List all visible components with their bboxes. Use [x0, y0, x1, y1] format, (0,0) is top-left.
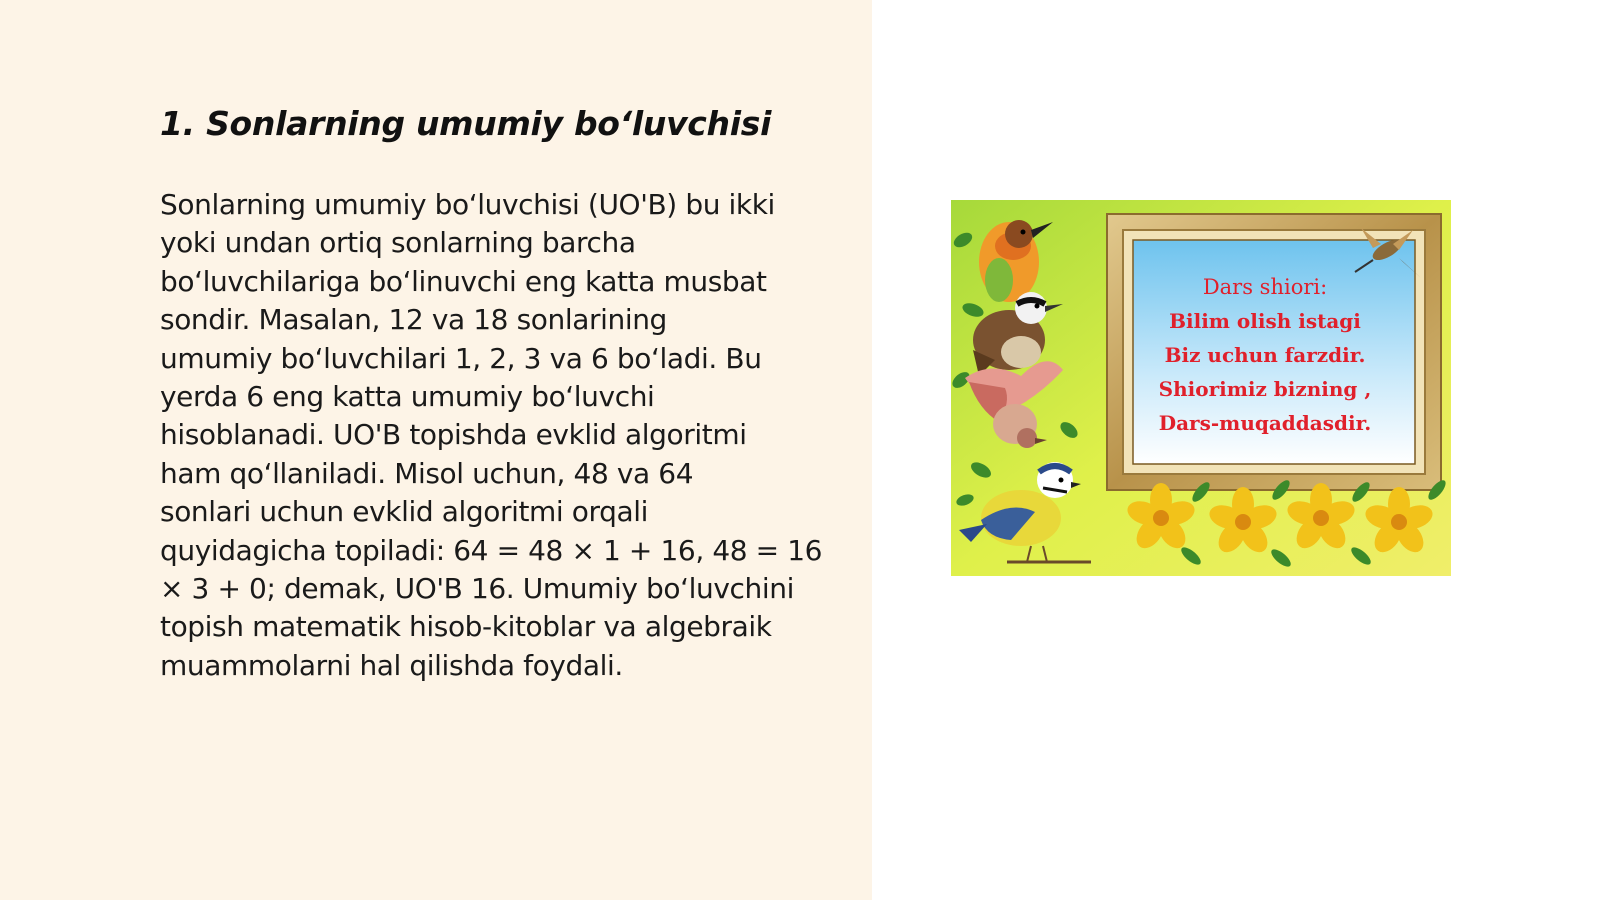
body-line: sondir. Masalan, 12 va 18 sonlarining: [160, 303, 667, 337]
body-line: ham qo‘llaniladi. Misol uchun, 48 va 64: [160, 456, 694, 490]
motto-line-3: Shiorimiz bizning ,: [1158, 377, 1372, 401]
slide-title: 1. Sonlarning umumiy bo‘luvchisi: [160, 104, 772, 143]
body-line: bo‘luvchilariga bo‘linuvchi eng katta musbat: [160, 264, 767, 298]
body-line: umumiy bo‘luvchilari 1, 2, 3 va 6 bo‘ladi. Bu: [160, 341, 762, 375]
motto-line-4: Dars-muqaddasdir.: [1158, 411, 1372, 435]
body-line: hisoblanadi. UO'B topishda evklid algoritmi: [160, 418, 747, 452]
lesson-motto-picture: [951, 200, 1451, 576]
slide-body-text: [160, 186, 850, 685]
motto-line-1: Bilim olish istagi: [1169, 309, 1361, 333]
body-line: sonlari uchun evklid algoritmi orqali: [160, 495, 649, 529]
body-line: Sonlarning umumiy bo‘luvchisi (UO'B) bu ikki: [160, 188, 775, 221]
body-line: topish matematik hisob-kitoblar va algebraik: [160, 610, 772, 644]
body-line: quyidagicha topiladi: 64 = 48 × 1 + 16, 48 = 16: [160, 533, 823, 567]
body-line: yerda 6 eng katta umumiy bo‘luvchi: [160, 380, 655, 414]
body-line: × 3 + 0; demak, UO'B 16. Umumiy bo‘luvchini: [160, 572, 794, 606]
motto-title: Dars shiori:: [1202, 275, 1328, 299]
body-line: yoki undan ortiq sonlarning barcha: [160, 226, 636, 260]
body-line: muammolarni hal qilishda foydali.: [160, 648, 623, 682]
motto-line-2: Biz uchun farzdir.: [1164, 343, 1366, 367]
